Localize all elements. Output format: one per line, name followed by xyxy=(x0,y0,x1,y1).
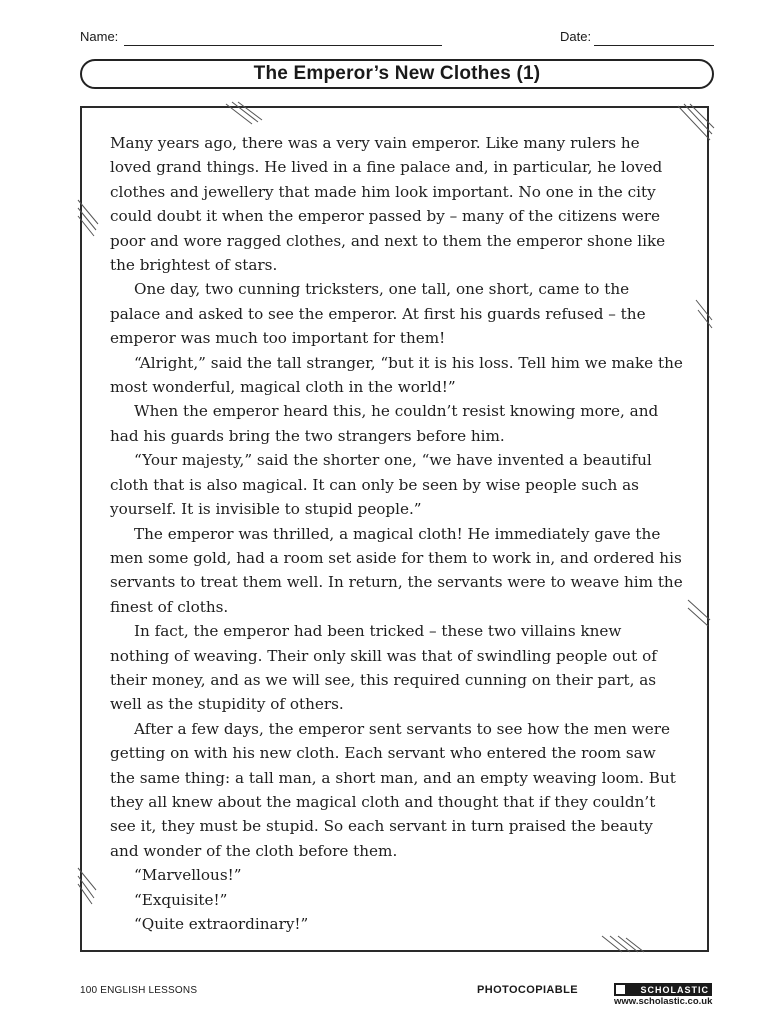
photocopiable-notice: PHOTOCOPIABLE xyxy=(477,984,578,996)
date-field xyxy=(560,29,591,44)
story-paragraph: “Marvellous!” xyxy=(134,866,242,885)
date-line[interactable] xyxy=(594,45,714,46)
name-label: Name: xyxy=(80,29,119,44)
book-title: 100 ENGLISH LESSONS xyxy=(80,985,198,996)
story-paragraph: When the emperor heard this, he couldn’t resist knowing more, and had his guards bring the two strangers before him. xyxy=(110,402,659,445)
date-label: Date: xyxy=(560,29,592,44)
scholastic-logo xyxy=(614,983,712,996)
story-paragraph: The emperor was thrilled, a magical cloth! He immediately gave the men some gold, had a room set aside for them to work in, and ordered his servants to treat them well. In return, the servants were to weave him the finest of cloths. xyxy=(110,524,683,616)
name-field xyxy=(80,29,118,44)
page-title: The Emperor’s New Clothes (1) xyxy=(253,63,541,84)
story-paragraph: “Exquisite!” xyxy=(134,890,228,909)
story-paragraph: One day, two cunning tricksters, one tall, one short, came to the palace and asked to see the emperor. At first his guards refused – the emperor was much too important for them! xyxy=(110,280,646,348)
story-paragraph: After a few days, the emperor sent servants to see how the men were getting on with his new cloth. Each servant who entered the room saw the same thing: a tall man, a short man, and an empty weaving loom. But they all knew about the magical cloth and thought that if they couldn’t see it, they must be stupid. So each servant in turn praised the beauty and wonder of the cloth before them. xyxy=(110,719,676,860)
publisher-url[interactable]: www.scholastic.co.uk xyxy=(614,996,713,1007)
brand-name: SCHOLASTIC xyxy=(640,984,709,995)
story-paragraph: Many years ago, there was a very vain emperor. Like many rulers he loved grand things. He lived in a fine palace and, in particular, he loved clothes and jewellery that made him look important. No one in the city could doubt it when the emperor passed by – many of the citizens were poor and wore ragged clothes, and next to them the emperor shone like the brightest of stars. xyxy=(110,134,666,275)
name-line[interactable] xyxy=(124,45,442,46)
title-banner xyxy=(80,59,714,89)
story-paragraph: “Your majesty,” said the shorter one, “we have invented a beautiful cloth that is also magical. It can only be seen by wise people such as yourself. It is invisible to stupid people.” xyxy=(110,451,652,519)
logo-mark-icon xyxy=(616,985,625,994)
story-paragraph: “Quite extraordinary!” xyxy=(134,915,309,933)
story-paragraph: “Alright,” said the tall stranger, “but it is his loss. Tell him we make the most wonderful, magical cloth in the world!” xyxy=(110,353,683,397)
story-text xyxy=(110,131,684,936)
story-paragraph: In fact, the emperor had been tricked – these two villains knew nothing of weaving. Their only skill was that of swindling people out of their money, and as we will see, this required cunning on their part, as well as the stupidity of others. xyxy=(110,622,657,714)
